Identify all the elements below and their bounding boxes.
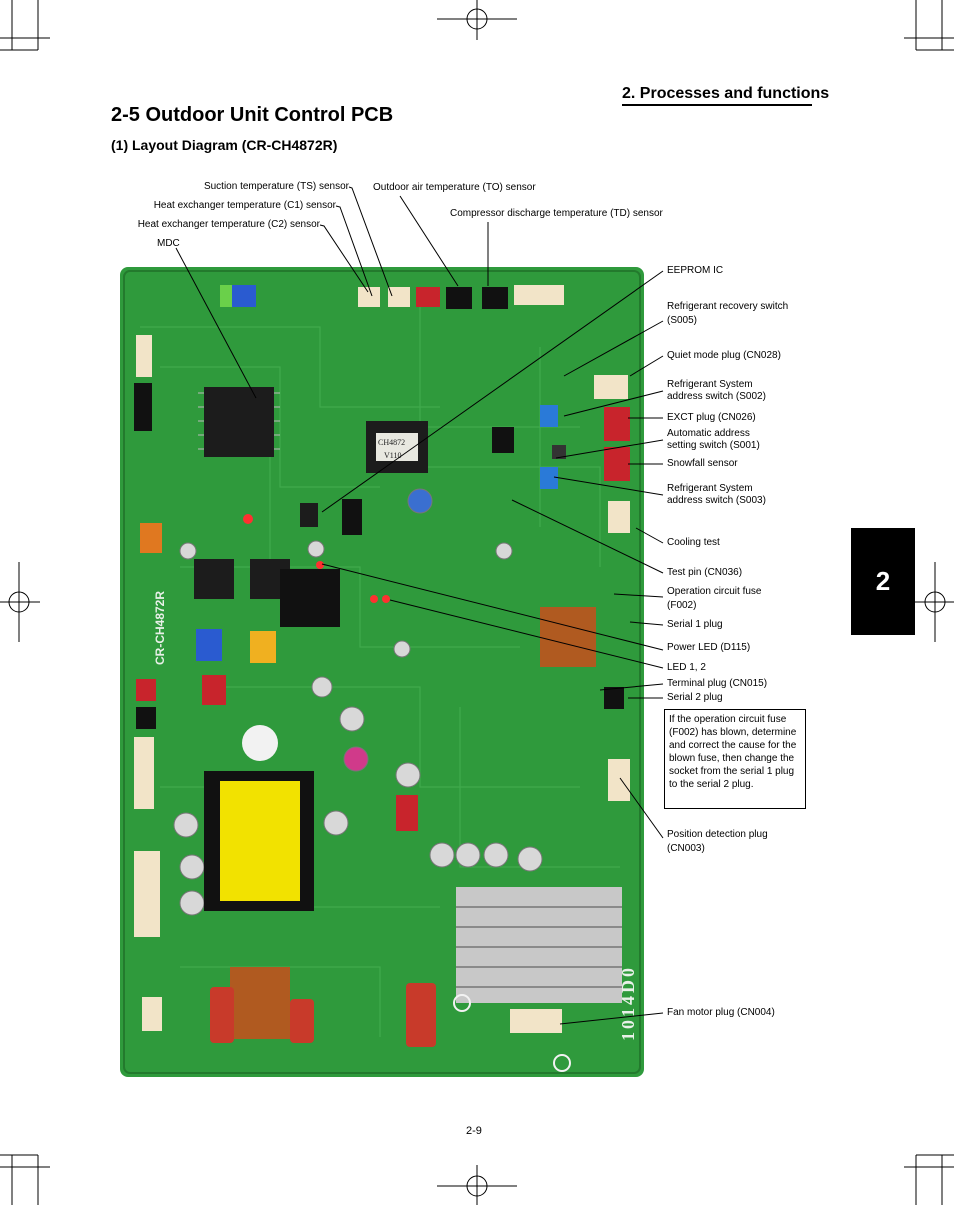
label-recovery-switch: Refrigerant recovery switch [667,301,789,312]
label-system-address-s002: Refrigerant System [667,379,753,390]
label-eeprom: EEPROM IC [667,265,724,276]
label-discharge-sensor: Compressor discharge temperature (TD) sensor [450,208,663,219]
chapter-tab: 2 [851,528,915,635]
label-system-address-s003: Refrigerant System [667,483,753,494]
label-suction-temp-sensor: Suction temperature (TS) sensor [203,181,349,192]
label-auto-address-id: setting switch (S001) [667,440,760,451]
fuse-note-box: If the operation circuit fuse (F002) has blown, determine and correct the cause for the blown fuse, then change the socket from the serial 1 plug to the serial 2 plug. [664,709,806,809]
label-c1-sensor: Heat exchanger temperature (C1) sensor [153,200,336,211]
diagram-subtitle: (1) Layout Diagram (CR-CH4872R) [111,137,338,153]
ic-label: CH4872 [378,438,406,447]
page-title: 2-5 Outdoor Unit Control PCB [111,104,394,126]
label-outdoor-air-sensor: Outdoor air temperature (TO) sensor [373,182,536,193]
page-number: 2-9 [466,1125,482,1137]
section-heading: 2. Processes and functions [622,85,830,102]
label-operation-fuse: Operation circuit fuse [667,586,762,597]
label-c2-sensor: Heat exchanger temperature (C2) sensor [137,219,320,230]
label-serial-1-plug: Serial 1 plug [667,619,723,630]
ic-version: V110 [384,451,402,460]
label-position-detection-plug-id: (CN003) [667,843,705,854]
label-snowfall-sensor: Snowfall sensor [667,458,738,469]
label-exct-plug: EXCT plug (CN026) [667,412,756,423]
label-terminal-plug: Terminal plug (CN015) [667,678,768,689]
label-recovery-switch-id: (S005) [667,315,698,326]
label-cooling-test: Cooling test [667,537,720,548]
label-system-address-s003-id: address switch (S003) [667,495,766,506]
board-model-label: CR-CH4872R [153,590,167,665]
label-system-address-s002-id: address switch (S002) [667,391,766,402]
label-auto-address: Automatic address [667,428,750,439]
label-position-detection-plug: Position detection plug [667,829,768,840]
label-quiet-mode-plug: Quiet mode plug (CN028) [667,350,781,361]
label-fan-motor-plug: Fan motor plug (CN004) [667,1007,775,1018]
board-serial-label: 1014D0 [618,965,638,1041]
label-mdc: MDC [157,238,180,249]
label-test-pin: Test pin (CN036) [667,567,743,578]
label-power-led: Power LED (D115) [667,642,751,653]
label-led-1-2: LED 1, 2 [667,662,706,673]
label-operation-fuse-id: (F002) [667,600,697,611]
label-serial-2-plug: Serial 2 plug [667,692,723,703]
